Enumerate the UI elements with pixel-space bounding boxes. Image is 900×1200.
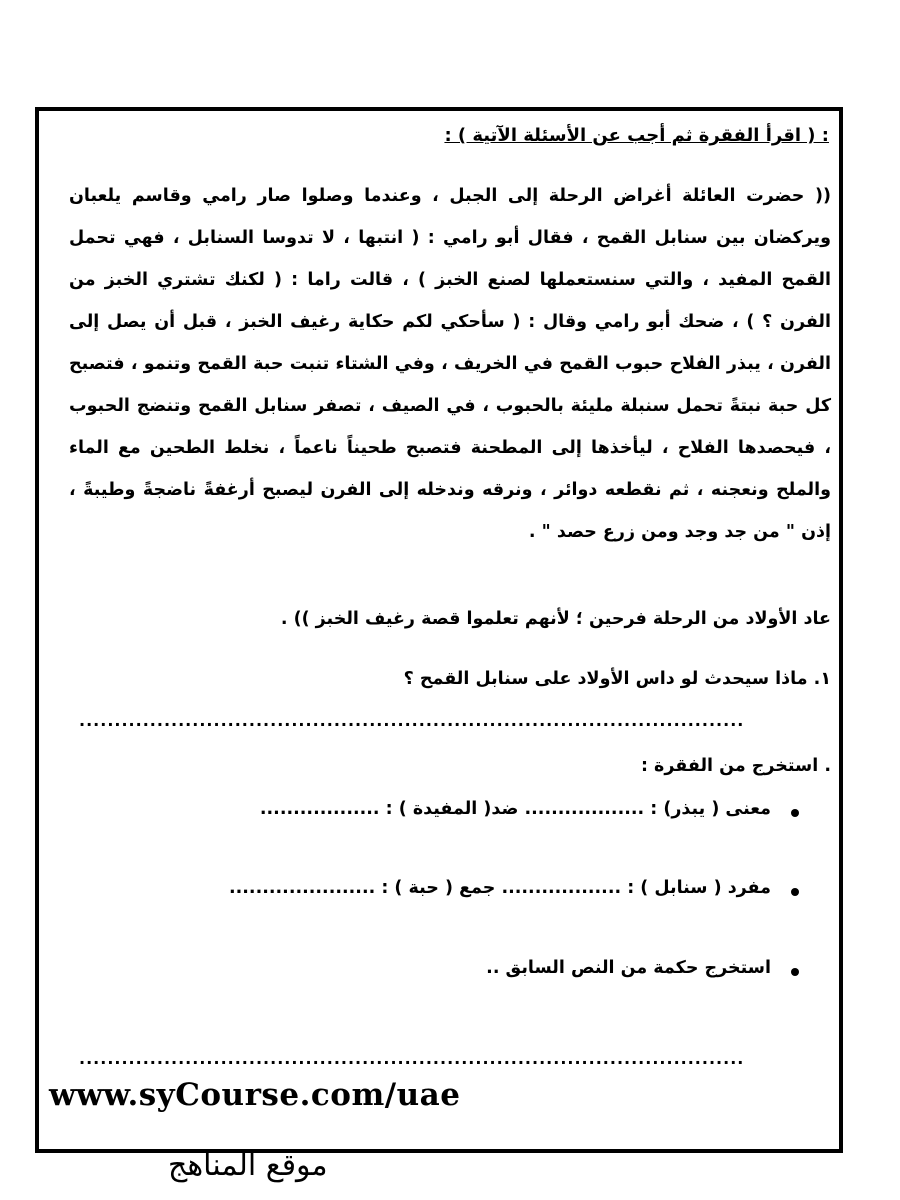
bullet-icon: [791, 809, 799, 817]
bullet-meaning-opposite: معنى ( يبذر) : .................. ضد( المفيدة ) : ..................: [259, 799, 771, 819]
bullet-wisdom: استخرج حكمة من النص السابق ..: [486, 958, 771, 978]
website-url: www.syCourse.com/uae: [49, 1077, 461, 1113]
passage-closing: عاد الأولاد من الرحلة فرحين ؛ لأنهم تعلموا قصة رغيف الخبز )) .: [280, 609, 831, 629]
bullet-icon: [791, 968, 799, 976]
bullet-icon: [791, 888, 799, 896]
instruction-heading: : ( اقرأ الفقرة ثم أجب عن الأسئلة الآتية ) :: [444, 125, 829, 146]
site-watermark: موقع المناهج: [168, 1148, 328, 1183]
extract-heading: . استخرج من الفقرة :: [640, 756, 831, 776]
bullet-singular-plural: مفرد ( سنابل ) : .................. جمع ( حبة ) : ......................: [228, 878, 771, 898]
question-1: ١. ماذا سيحدث لو داس الأولاد على سنابل القمح ؟: [403, 669, 831, 689]
worksheet-frame: [35, 107, 843, 1153]
reading-passage: (( حضرت العائلة أغراض الرحلة إلى الجبل ، وعندما وصلوا صار رامي وقاسم يلعبان ويركضان بين سنابل القمح ، فقال أبو رامي : ( انتبها ، لا تدوسا السنابل ، فهي تحمل القمح المفيد ، والتي سنستعملها لصنع الخبز ) ، قالت راما : ( لكنك تشتري الخبز من الفرن ؟ ) ، ضحك أبو رامي وقال : ( سأحكي لكم حكاية رغيف الخبز ، قبل أن يصل إلى الفرن ، يبذر الفلاح حبوب القمح في الخريف ، وفي الشتاء تنبت حبة القمح وتنمو ، فتصبح كل حبة نبتةً تحمل سنبلة مليئة بالحبوب ، في الصيف ، تصفر سنابل القمح وتنضج الحبوب ، فيحصدها الفلاح ، ليأخذها إلى المطحنة فتصبح طحيناً ناعماً ، نخلط الطحين مع الماء والملح ونعجنه ، ثم نقطعه دوائر ، ونرقه وندخله إلى الفرن ليصبح أرغفةً ناضجةً وطيبةً ، إذن " من جد وجد ومن زرع حصد " .: [69, 186, 831, 542]
answer-line-1: ..............................................................................................: [79, 711, 745, 730]
answer-line-2: ..............................................................................................: [79, 1049, 745, 1068]
